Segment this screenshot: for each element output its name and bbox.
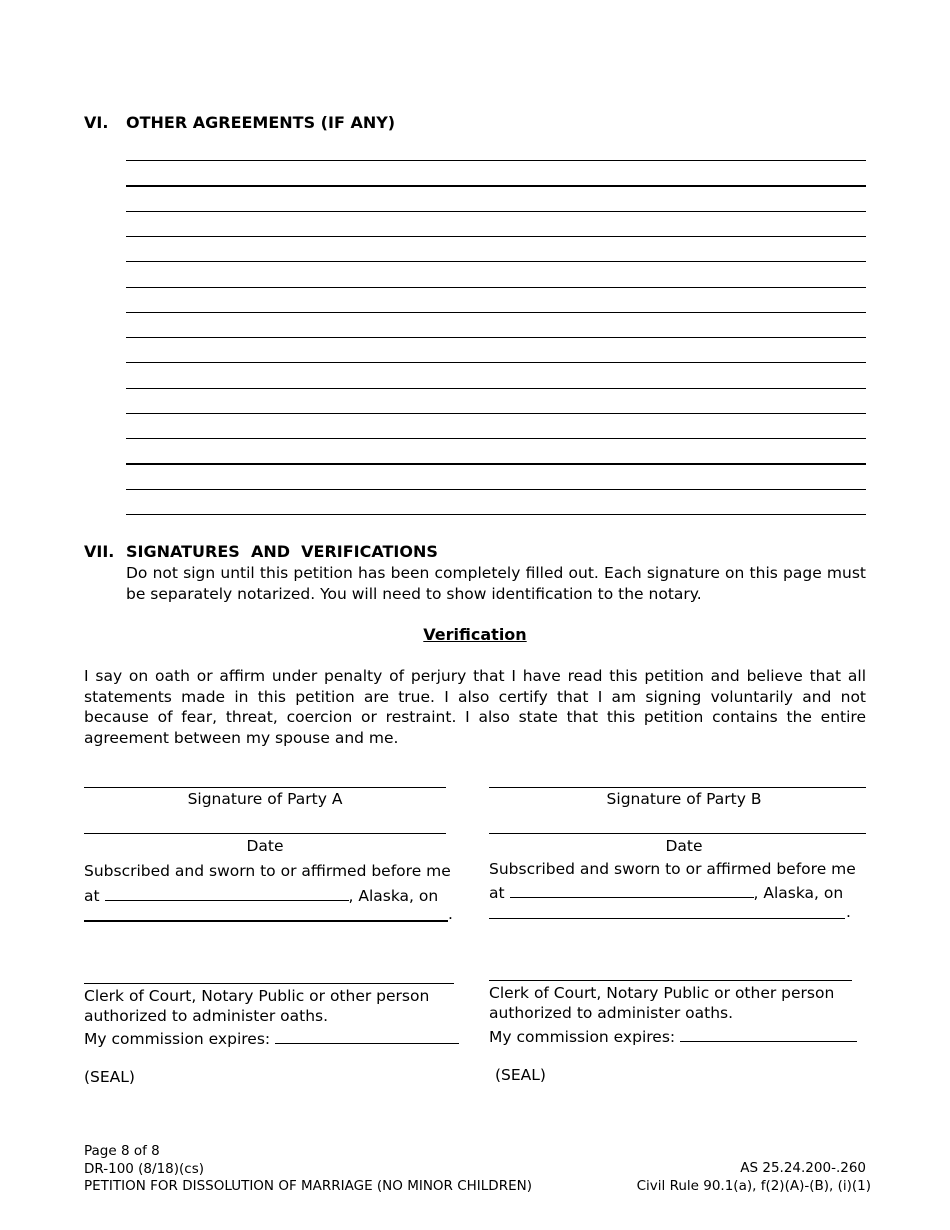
agreement-line[interactable] (126, 211, 866, 212)
footer-right (637, 1160, 871, 1195)
agreement-line[interactable] (126, 438, 866, 439)
party-b-signature-label: Signature of Party B (606, 790, 762, 808)
party-b-signature-line[interactable] (489, 787, 866, 788)
footer-form-code: DR-100 (8/18)(cs) (84, 1160, 204, 1177)
party-b-sworn-text: Subscribed and sworn to or affirmed before me (489, 860, 856, 878)
party-a-location-field[interactable] (105, 884, 349, 901)
section-vii-title: SIGNATURES AND VERIFICATIONS (126, 542, 438, 561)
party-b-commission-row (489, 1025, 857, 1046)
party-a-on-date-field[interactable] (84, 920, 448, 922)
verification-heading (84, 625, 866, 644)
section-vi-number: VI. (84, 113, 109, 132)
agreement-line[interactable] (126, 489, 866, 490)
party-b-clerk-signature-line[interactable] (489, 980, 852, 981)
agreement-line[interactable] (126, 185, 866, 187)
agreement-line[interactable] (126, 463, 866, 465)
party-b-seal: (SEAL) (495, 1066, 546, 1084)
verification-title: Verification (423, 625, 527, 644)
party-a-alaska-on: , Alaska, on (348, 887, 439, 905)
party-b-at-label: at (489, 884, 505, 902)
agreement-line[interactable] (126, 514, 866, 515)
party-a-at-label: at (84, 887, 100, 905)
party-b-period: . (846, 903, 851, 921)
footer-civil-rule: Civil Rule 90.1(a), f(2)(A)-(B), (i)(1) (636, 1177, 871, 1194)
party-b-clerk-line2: authorized to administer oaths. (489, 1004, 734, 1022)
party-a-period: . (448, 905, 453, 923)
party-b-on-date-field[interactable] (489, 918, 845, 919)
agreement-line[interactable] (126, 236, 866, 237)
party-b-commission-field[interactable] (680, 1025, 857, 1042)
agreement-line[interactable] (126, 362, 866, 363)
agreement-line[interactable] (126, 261, 866, 262)
party-a-commission-row (84, 1027, 459, 1048)
party-a-signature-label: Signature of Party A (187, 790, 343, 808)
party-b-date-line[interactable] (489, 833, 866, 834)
party-b-location-row (489, 881, 843, 902)
party-a-date-line[interactable] (84, 833, 446, 834)
agreement-line[interactable] (126, 413, 866, 414)
section-vii-instructions: Do not sign until this petition has been completely filled out. Each signature on this page must be separately notarized. You will need to show identification to the notary. (126, 564, 866, 603)
party-b-commission-label: My commission expires: (489, 1028, 676, 1046)
party-b-location-field[interactable] (510, 881, 754, 898)
agreement-line[interactable] (126, 337, 866, 338)
party-b-alaska-on: , Alaska, on (753, 884, 844, 902)
party-a-clerk-signature-line[interactable] (84, 983, 454, 984)
agreement-line[interactable] (126, 287, 866, 288)
party-a-date-label: Date (246, 837, 284, 855)
section-vi-heading (84, 113, 395, 132)
party-b-clerk-line1: Clerk of Court, Notary Public or other person (489, 984, 835, 1002)
footer-form-title: PETITION FOR DISSOLUTION OF MARRIAGE (NO MINOR CHILDREN) (84, 1178, 532, 1194)
party-a-signature-line[interactable] (84, 787, 446, 788)
section-vi-title: OTHER AGREEMENTS (IF ANY) (126, 113, 396, 132)
verification-text: I say on oath or affirm under penalty of perjury that I have read this petition and believe that all statements made in this petition are true. I also certify that I am signing voluntarily and not because of fear, threat, coercion or restraint. I also state that this petition contains the entire agreement between my spouse and me. (84, 667, 866, 748)
party-a-location-row (84, 884, 438, 905)
party-a-sworn-text: Subscribed and sworn to or affirmed before me (84, 862, 451, 880)
agreement-line[interactable] (126, 160, 866, 161)
section-vii-heading (84, 542, 438, 561)
party-b-date-label: Date (665, 837, 703, 855)
footer-statute: AS 25.24.200-.260 (740, 1160, 866, 1176)
footer-page: Page 8 of 8 (84, 1143, 160, 1159)
party-a-commission-label: My commission expires: (84, 1030, 271, 1048)
footer-left (84, 1143, 532, 1196)
party-a-clerk-line1: Clerk of Court, Notary Public or other person (84, 987, 430, 1005)
section-vii-number: VII. (84, 542, 115, 561)
party-a-clerk-line2: authorized to administer oaths. (84, 1007, 329, 1025)
party-a-commission-field[interactable] (275, 1027, 459, 1044)
agreement-line[interactable] (126, 388, 866, 389)
party-a-seal: (SEAL) (84, 1068, 135, 1086)
agreement-line[interactable] (126, 312, 866, 313)
